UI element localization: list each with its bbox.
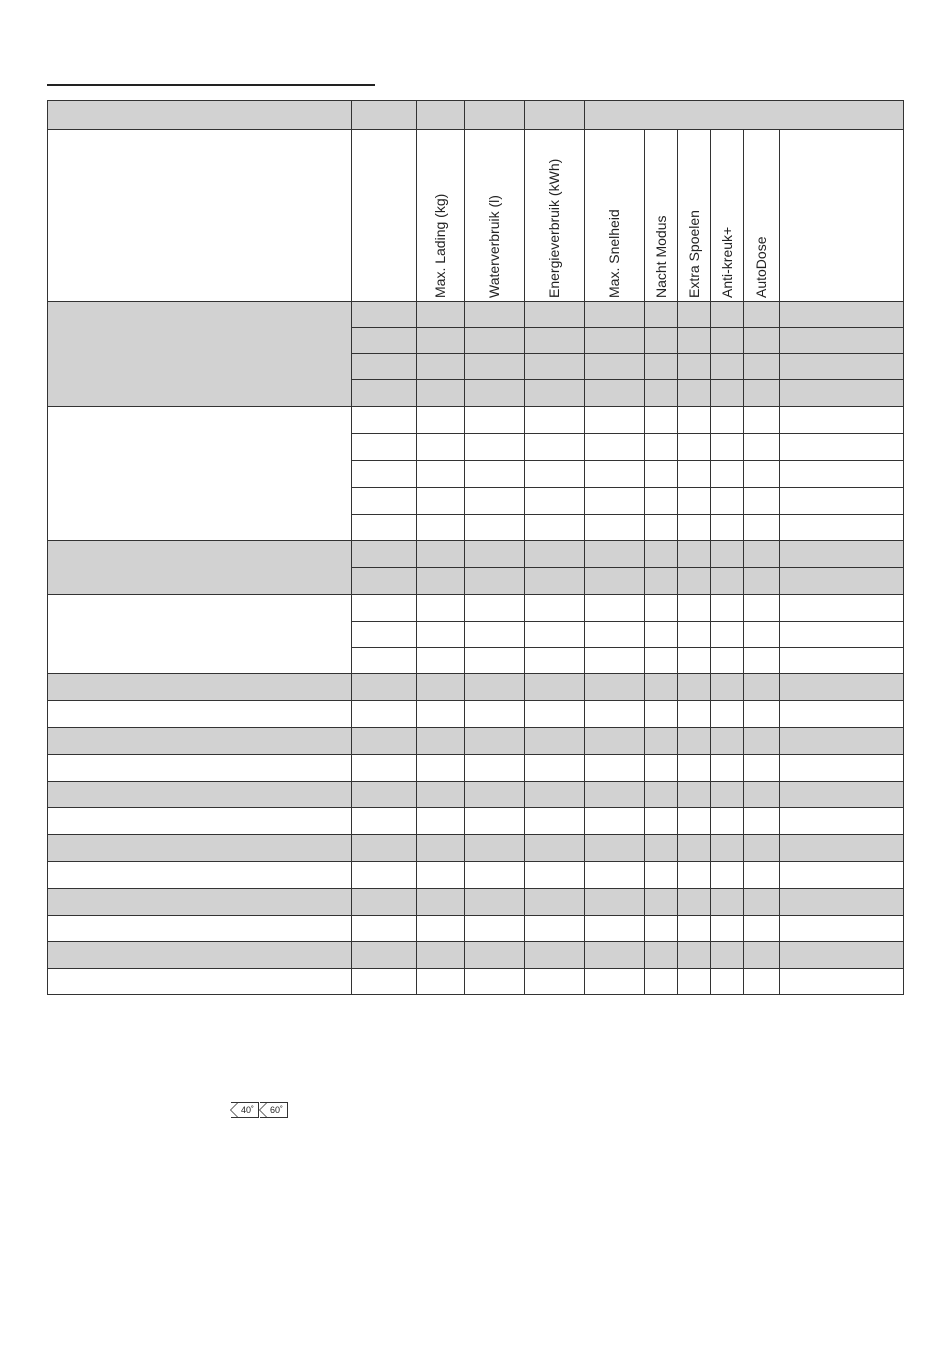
column-divider bbox=[584, 100, 585, 301]
column-divider bbox=[677, 129, 678, 301]
temp-badge-40: 40˚ bbox=[231, 1102, 259, 1118]
column-divider bbox=[47, 100, 48, 994]
row-divider bbox=[351, 327, 903, 328]
row-divider bbox=[351, 514, 903, 515]
row-divider bbox=[47, 994, 903, 995]
column-divider bbox=[464, 100, 465, 301]
column-header: Nacht Modus bbox=[652, 215, 669, 298]
shaded-cell bbox=[47, 353, 903, 379]
row-divider bbox=[47, 834, 903, 835]
row-divider bbox=[351, 647, 903, 648]
row-divider bbox=[351, 460, 903, 461]
shaded-cell bbox=[47, 727, 903, 754]
temperature-badges bbox=[231, 1102, 288, 1118]
column-divider bbox=[416, 100, 417, 301]
row-divider bbox=[47, 129, 903, 130]
shaded-cell bbox=[47, 567, 903, 594]
column-divider bbox=[710, 129, 711, 301]
row-divider bbox=[351, 379, 903, 380]
column-divider bbox=[903, 100, 904, 995]
shaded-cell bbox=[47, 327, 903, 353]
column-header: Max. Snelheid bbox=[606, 209, 622, 298]
row-divider bbox=[47, 301, 903, 302]
row-divider bbox=[47, 888, 903, 889]
column-header: Max. Lading (kg) bbox=[432, 193, 448, 298]
column-divider bbox=[743, 129, 744, 301]
row-divider bbox=[47, 754, 903, 755]
shaded-cell bbox=[47, 301, 903, 327]
row-divider bbox=[47, 673, 903, 674]
column-divider bbox=[524, 100, 525, 301]
row-divider bbox=[47, 594, 903, 595]
shaded-cell bbox=[47, 673, 903, 700]
temp-badge-60: 60˚ bbox=[260, 1102, 288, 1118]
column-header: Waterverbruik (l) bbox=[486, 195, 502, 298]
shaded-cell bbox=[47, 540, 903, 567]
row-divider bbox=[47, 941, 903, 942]
column-divider bbox=[351, 100, 352, 301]
row-divider bbox=[47, 100, 903, 101]
row-divider bbox=[351, 621, 903, 622]
column-divider bbox=[644, 129, 645, 301]
shaded-cell bbox=[47, 781, 903, 807]
row-divider bbox=[47, 861, 903, 862]
row-divider bbox=[47, 915, 903, 916]
row-divider bbox=[47, 968, 903, 969]
shaded-cell bbox=[47, 941, 903, 968]
row-divider bbox=[351, 353, 903, 354]
shaded-cell bbox=[47, 100, 903, 129]
column-header: Extra Spoelen bbox=[685, 210, 702, 298]
row-divider bbox=[47, 727, 903, 728]
row-divider bbox=[47, 700, 903, 701]
row-divider bbox=[351, 487, 903, 488]
column-header: Energieverbruik (kWh) bbox=[546, 158, 562, 298]
row-divider bbox=[351, 433, 903, 434]
row-divider bbox=[47, 807, 903, 808]
row-divider bbox=[47, 406, 903, 407]
shaded-cell bbox=[47, 888, 903, 915]
column-header: AutoDose bbox=[753, 236, 769, 298]
column-divider bbox=[779, 129, 780, 301]
row-divider bbox=[47, 781, 903, 782]
shaded-cell bbox=[47, 834, 903, 861]
shaded-cell bbox=[47, 379, 903, 406]
column-header: Anti-kreuk+ bbox=[718, 226, 735, 298]
row-divider bbox=[351, 567, 903, 568]
row-divider bbox=[47, 540, 903, 541]
